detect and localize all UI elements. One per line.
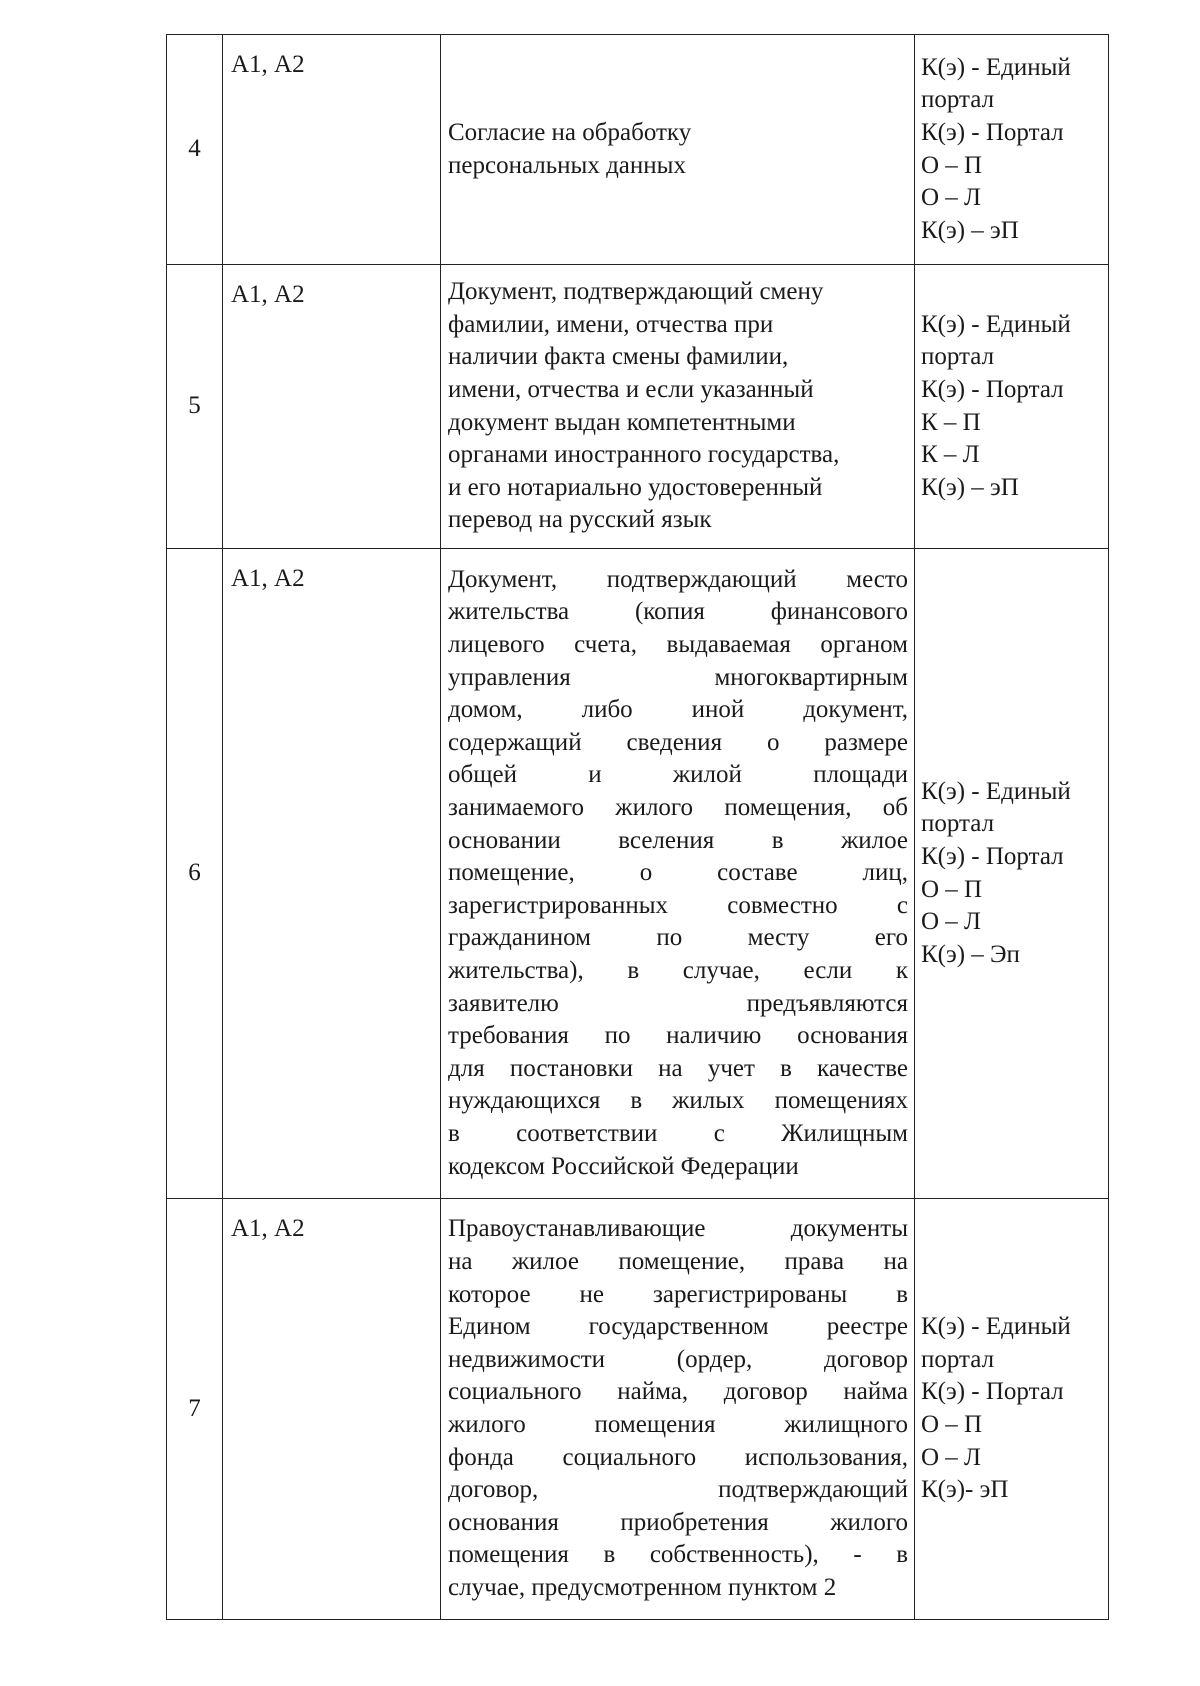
document-line: и его нотариально удостоверенный bbox=[448, 473, 823, 501]
table-row bbox=[167, 265, 1109, 549]
document-line: заявителю предъявляются bbox=[448, 989, 908, 1017]
document-line: основания приобретения жилого bbox=[448, 1508, 908, 1536]
document-name bbox=[441, 549, 915, 1199]
applicant-categories: А1, А2 bbox=[223, 549, 441, 1199]
document-line: общей и жилой площади bbox=[448, 761, 908, 789]
method-item: О – П bbox=[921, 1411, 983, 1438]
submission-methods bbox=[915, 35, 1109, 265]
document-line: Документ, подтверждающий смену bbox=[448, 278, 824, 306]
document-line: содержащий сведения о размере bbox=[448, 728, 908, 756]
document-line: Документ, подтверждающий место bbox=[448, 565, 908, 593]
applicant-categories: А1, А2 bbox=[223, 1199, 441, 1620]
document-text bbox=[448, 564, 908, 1183]
method-item: О – П bbox=[921, 875, 983, 903]
document-text bbox=[448, 276, 908, 537]
document-line: основании вселения в жилое bbox=[448, 826, 908, 854]
document-line: недвижимости (ордер, договор bbox=[448, 1345, 908, 1373]
method-item: К – П bbox=[921, 408, 981, 436]
document-line: в соответствии с Жилищным bbox=[448, 1119, 908, 1147]
row-number: 6 bbox=[167, 549, 223, 1199]
documents-table bbox=[166, 34, 1109, 1620]
method-item: О – П bbox=[921, 151, 983, 179]
document-line: перевод на русский язык bbox=[448, 506, 712, 534]
method-item: портал bbox=[921, 343, 995, 371]
method-item: К(э) - Портал bbox=[921, 375, 1064, 403]
method-item: портал bbox=[921, 1345, 995, 1373]
document-line: кодексом Российской Федерации bbox=[448, 1152, 799, 1180]
document-line: Правоустанавливающие документы bbox=[448, 1215, 908, 1243]
document-line: имени, отчества и если указанный bbox=[448, 375, 814, 403]
method-item: К(э) - Единый bbox=[921, 777, 1071, 805]
document-line: жилого помещения жилищного bbox=[448, 1411, 908, 1438]
applicant-categories: А1, А2 bbox=[223, 265, 441, 549]
document-line: помещение, о составе лиц, bbox=[448, 859, 908, 887]
row-number: 4 bbox=[167, 35, 223, 265]
document-line: наличии факта смены фамилии, bbox=[448, 343, 789, 371]
method-item: К(э) - Единый bbox=[921, 1313, 1071, 1341]
document-line: требования по наличию основания bbox=[448, 1022, 908, 1050]
method-item: О – Л bbox=[921, 908, 982, 936]
document-line: фамилии, имени, отчества при bbox=[448, 310, 774, 338]
method-item: К(э) - Портал bbox=[921, 1378, 1064, 1406]
document-line: жительства), в случае, если к bbox=[448, 956, 908, 984]
document-line: для постановки на учет в качестве bbox=[448, 1054, 908, 1082]
document-line: помещения в собственность), - в bbox=[448, 1541, 908, 1569]
document-line: которое не зарегистрированы в bbox=[448, 1280, 908, 1308]
method-item: К(э) – эП bbox=[921, 216, 1019, 244]
document-line: лицевого счета, выдаваемая органом bbox=[448, 631, 908, 659]
document-line: Едином государственном реестре bbox=[448, 1313, 908, 1341]
methods-list bbox=[921, 309, 1108, 505]
submission-methods bbox=[915, 265, 1109, 549]
methods-list bbox=[921, 52, 1108, 248]
document-line: на жилое помещение, права на bbox=[448, 1248, 908, 1276]
document-line: занимаемого жилого помещения, об bbox=[448, 794, 908, 822]
table-row bbox=[167, 1199, 1109, 1620]
row-number: 5 bbox=[167, 265, 223, 549]
document-line: договор, подтверждающий bbox=[448, 1476, 908, 1504]
document-line: документ выдан компетентными bbox=[448, 408, 796, 436]
method-item: К(э) – эП bbox=[921, 473, 1019, 501]
document-text bbox=[448, 1213, 908, 1604]
document-name bbox=[441, 265, 915, 549]
document-line: случае, предусмотренном пунктом 2 bbox=[448, 1573, 837, 1601]
document-line: органами иностранного государства, bbox=[448, 441, 840, 469]
method-item: О – Л bbox=[921, 184, 982, 212]
method-item: портал bbox=[921, 810, 995, 838]
method-item: К – Л bbox=[921, 441, 980, 469]
submission-methods bbox=[915, 549, 1109, 1199]
methods-list bbox=[921, 776, 1108, 972]
applicant-categories: А1, А2 bbox=[223, 35, 441, 265]
method-item: К(э)- эП bbox=[921, 1476, 1009, 1504]
method-item: портал bbox=[921, 86, 995, 114]
document-line: персональных данных bbox=[448, 151, 686, 179]
document-name bbox=[441, 35, 915, 265]
method-item: К(э) - Портал bbox=[921, 842, 1064, 870]
document-text bbox=[448, 117, 908, 182]
row-number: 7 bbox=[167, 1199, 223, 1620]
submission-methods bbox=[915, 1199, 1109, 1620]
document-line: Согласие на обработку bbox=[448, 118, 692, 146]
document-line: нуждающихся в жилых помещениях bbox=[448, 1087, 908, 1115]
table-row bbox=[167, 549, 1109, 1199]
method-item: К(э) – Эп bbox=[921, 940, 1020, 968]
document-line: социального найма, договор найма bbox=[448, 1378, 908, 1406]
document-line: гражданином по месту его bbox=[448, 924, 908, 952]
table-row bbox=[167, 35, 1109, 265]
document-line: зарегистрированных совместно с bbox=[448, 891, 908, 919]
document-line: управления многоквартирным bbox=[448, 663, 908, 691]
document-line: фонда социального использования, bbox=[448, 1443, 908, 1471]
document-line: домом, либо иной документ, bbox=[448, 696, 908, 724]
method-item: К(э) - Единый bbox=[921, 53, 1071, 81]
method-item: К(э) - Единый bbox=[921, 310, 1071, 338]
document-line: жительства (копия финансового bbox=[448, 598, 908, 626]
method-item: О – Л bbox=[921, 1443, 982, 1471]
method-item: К(э) - Портал bbox=[921, 118, 1064, 146]
methods-list bbox=[921, 1311, 1108, 1507]
document-name bbox=[441, 1199, 915, 1620]
